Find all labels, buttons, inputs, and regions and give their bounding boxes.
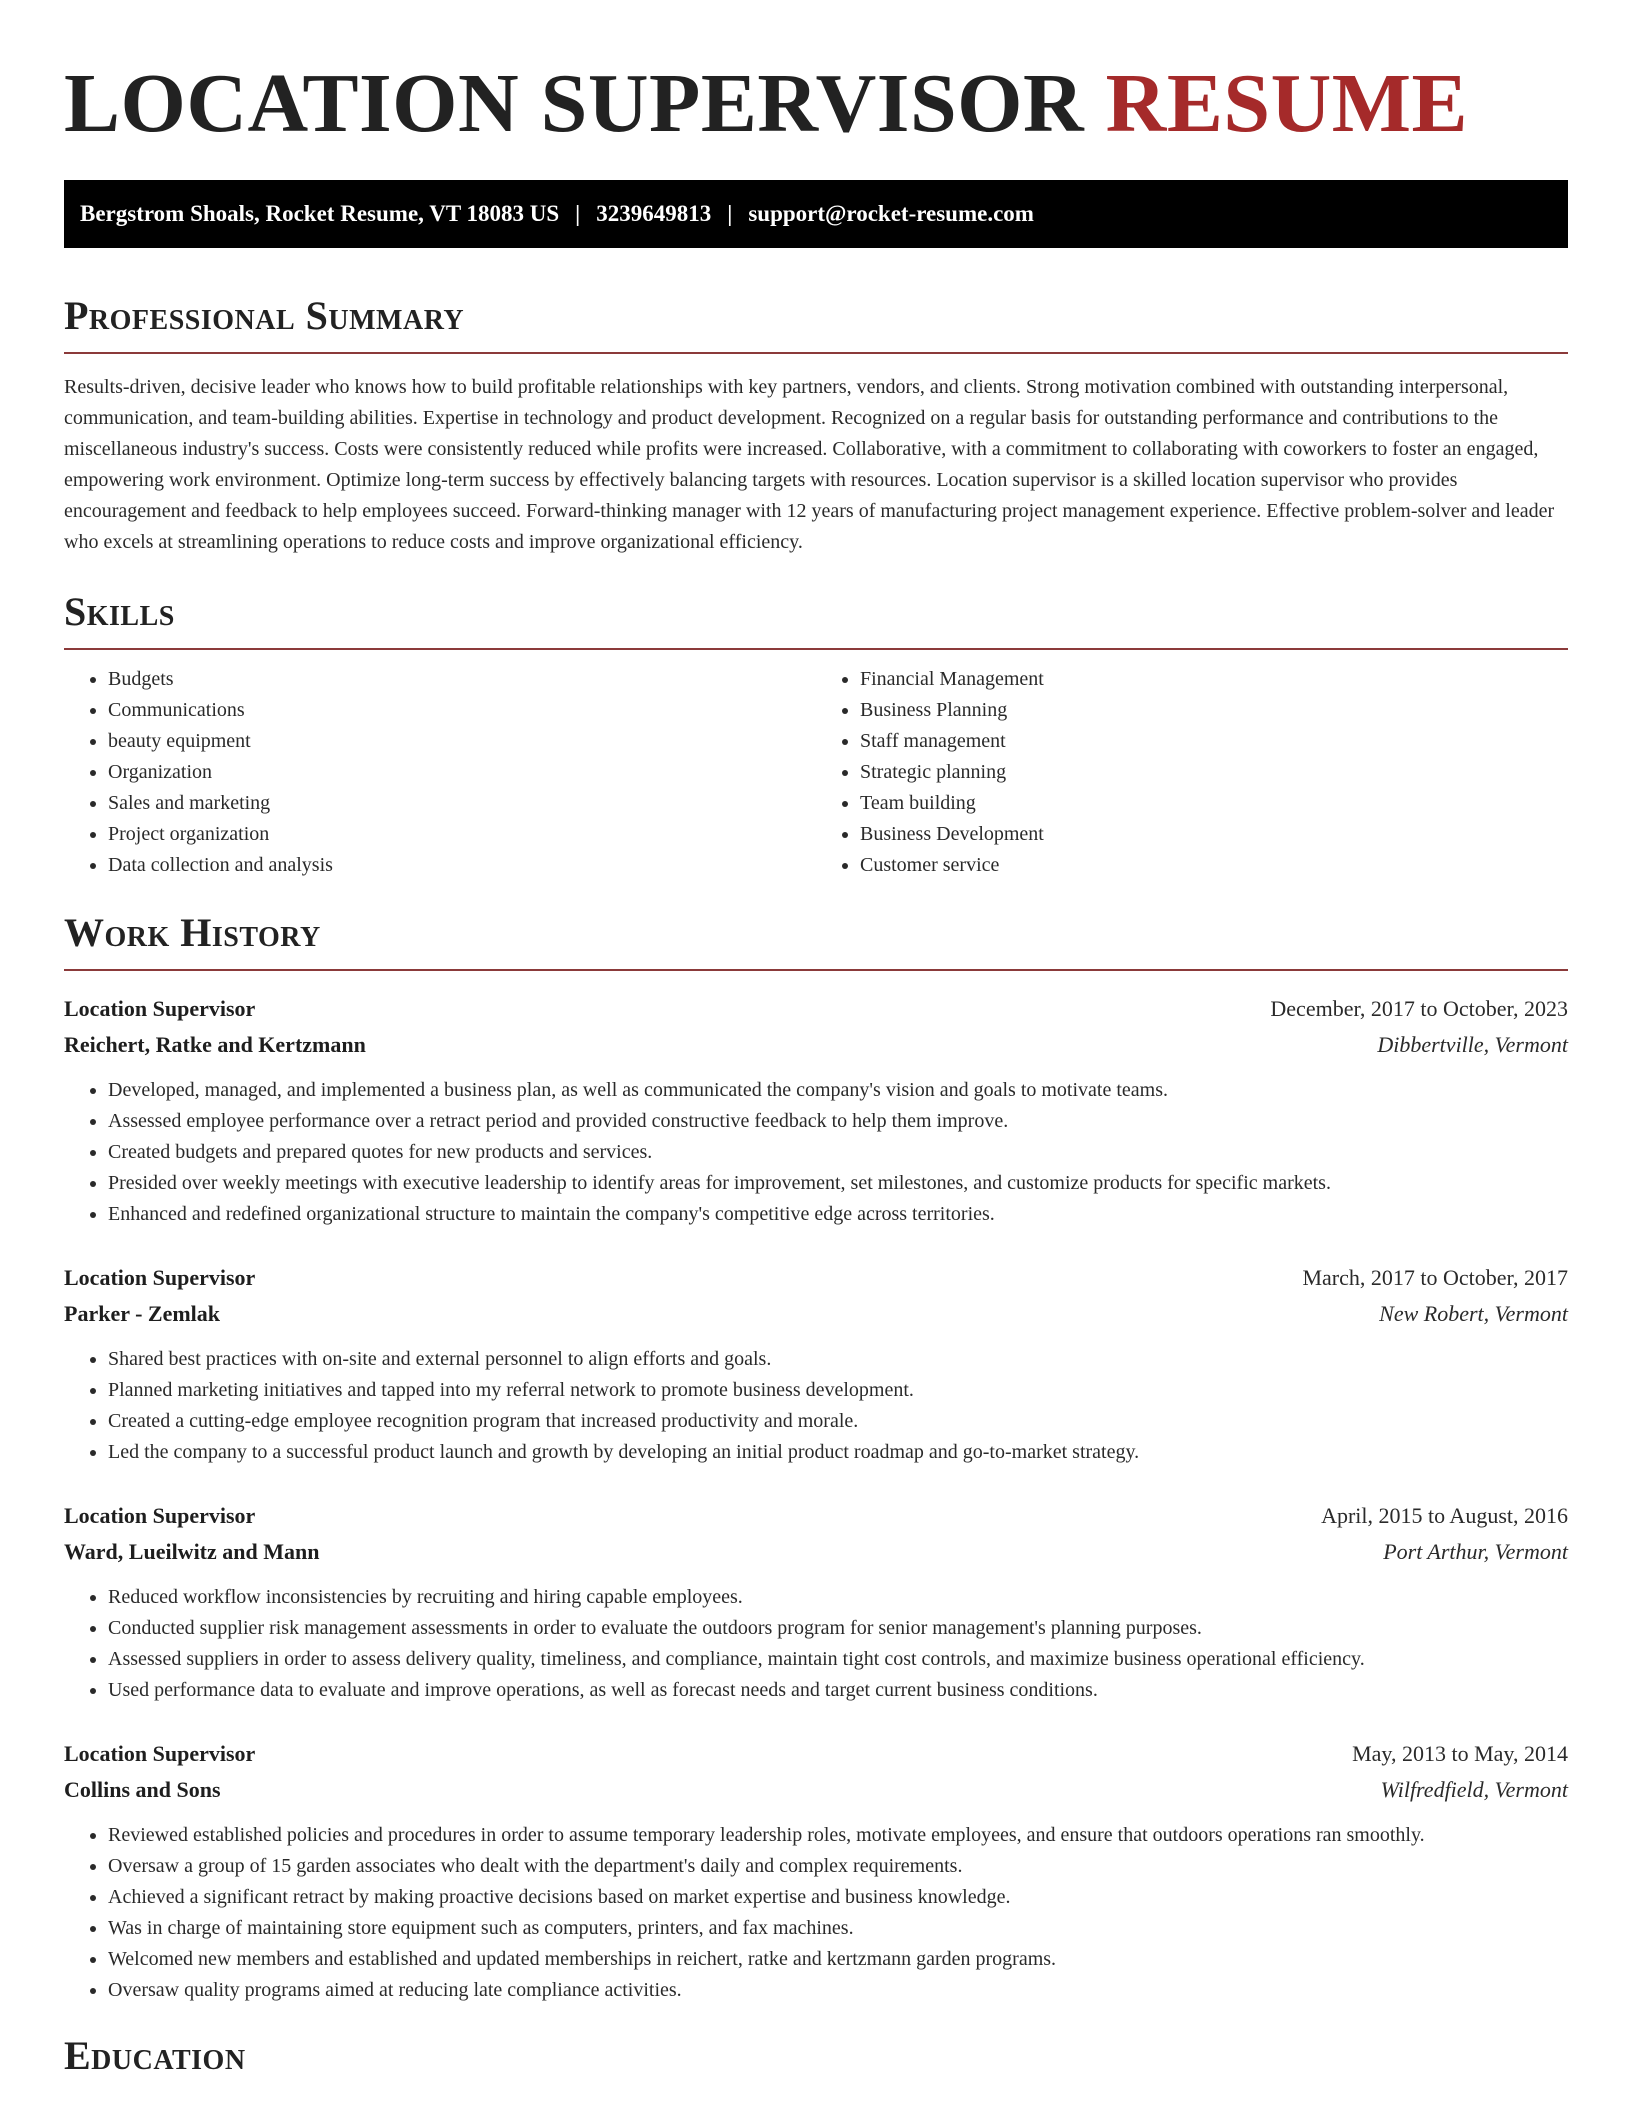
skill-item: • Team building [860, 788, 1568, 819]
job-bullet: • Oversaw quality programs aimed at reducing late compliance activities. [108, 1975, 1568, 2006]
skill-item: • Strategic planning [860, 757, 1568, 788]
job-dates: May, 2013 to May, 2014 [1352, 1741, 1568, 1766]
skills-list [64, 664, 1568, 881]
education-heading: Education [64, 2033, 246, 2078]
job-company: Parker - Zemlak [64, 1301, 221, 1326]
job-header-row [64, 991, 1568, 1027]
job-bullets [64, 1582, 1568, 1706]
job-company: Reichert, Ratke and Kertzmann [64, 1032, 366, 1057]
skill-item: • Business Development [860, 819, 1568, 850]
job-bullet: • Assessed suppliers in order to assess delivery quality, timeliness, and compliance, maintain tight cost controls, and maximize business operational efficiency. [108, 1644, 1568, 1675]
contact-separator: | [575, 201, 581, 226]
job-bullet: • Reduced workflow inconsistencies by recruiting and hiring capable employees. [108, 1582, 1568, 1613]
job-entry [64, 1736, 1568, 2006]
job-company-row [64, 1534, 1568, 1570]
contact-bar [64, 180, 1568, 248]
job-bullets [64, 1820, 1568, 2006]
job-bullet: • Reviewed established policies and procedures in order to assume temporary leadership roles, motivate employees, and ensure that outdoors operations ran smoothly. [108, 1820, 1568, 1851]
job-company: Collins and Sons [64, 1777, 221, 1802]
job-title: Location Supervisor [64, 1503, 256, 1528]
job-bullet: • Oversaw a group of 15 garden associates who dealt with the department's daily and complex requirements. [108, 1851, 1568, 1882]
work-history-heading: Work History [64, 909, 1568, 971]
job-bullet: • Planned marketing initiatives and tapped into my referral network to promote business development. [108, 1375, 1568, 1406]
skill-item: • Communications [108, 695, 816, 726]
summary-text: Results-driven, decisive leader who knows how to build profitable relationships with key partners, vendors, and clients. Strong motivation combined with outstanding interpersonal, communication, and team-building abilities. Expertise in technology and product development. Recognized on a regular basis for outstanding performance and contributions to the miscellaneous industry's success. Costs were consistently reduced while profits were increased. Collaborative, with a commitment to collaborating with coworkers to foster an engaged, empowering work environment. Optimize long-term success by effectively balancing targets with resources. Location supervisor is a skilled location supervisor who provides encouragement and feedback to help employees succeed. Forward-thinking manager with 12 years of manufacturing project management experience. Effective problem-solver and leader who excels at streamlining operations to reduce costs and improve organizational efficiency. [64, 376, 1555, 553]
job-location: New Robert, Vermont [1379, 1301, 1568, 1326]
job-bullet: • Led the company to a successful product launch and growth by developing an initial product roadmap and go-to-market strategy. [108, 1437, 1568, 1468]
skills-column-left [64, 664, 816, 881]
job-entry [64, 1260, 1568, 1468]
job-dates: March, 2017 to October, 2017 [1302, 1265, 1568, 1290]
job-header-row [64, 1498, 1568, 1534]
skill-item: • Business Planning [860, 695, 1568, 726]
skill-item: • Project organization [108, 819, 816, 850]
job-bullet: • Shared best practices with on-site and external personnel to align efforts and goals. [108, 1344, 1568, 1375]
skill-item: • Data collection and analysis [108, 850, 816, 881]
job-bullet: • Presided over weekly meetings with executive leadership to identify areas for improvement, set milestones, and customize products for specific markets. [108, 1168, 1568, 1199]
job-bullet: • Conducted supplier risk management assessments in order to evaluate the outdoors program for senior management's planning purposes. [108, 1613, 1568, 1644]
job-location: Dibbertville, Vermont [1377, 1032, 1568, 1057]
job-bullet: • Enhanced and redefined organizational structure to maintain the company's competitive edge across territories. [108, 1199, 1568, 1230]
resume-title-accent: RESUME [1105, 57, 1469, 150]
skill-item: • Staff management [860, 726, 1568, 757]
job-company-row [64, 1772, 1568, 1808]
summary-heading: Professional Summary [64, 292, 1568, 354]
job-bullet: • Achieved a significant retract by making proactive decisions based on market expertise and business knowledge. [108, 1882, 1568, 1913]
contact-email: support@rocket-resume.com [748, 201, 1034, 226]
job-bullet: • Created budgets and prepared quotes for new products and services. [108, 1137, 1568, 1168]
job-header-row [64, 1736, 1568, 1772]
job-company-row [64, 1027, 1568, 1063]
contact-address: Bergstrom Shoals, Rocket Resume, VT 18083 US [80, 201, 560, 226]
job-bullet: • Developed, managed, and implemented a business plan, as well as communicated the company's vision and goals to motivate teams. [108, 1075, 1568, 1106]
job-company: Ward, Lueilwitz and Mann [64, 1539, 320, 1564]
job-location: Wilfredfield, Vermont [1380, 1777, 1568, 1802]
job-header-row [64, 1260, 1568, 1296]
job-bullets [64, 1075, 1568, 1230]
job-location: Port Arthur, Vermont [1383, 1539, 1568, 1564]
contact-separator: | [727, 201, 733, 226]
job-bullet: • Used performance data to evaluate and improve operations, as well as forecast needs and target current business conditions. [108, 1675, 1568, 1706]
job-title: Location Supervisor [64, 1265, 256, 1290]
job-bullet: • Assessed employee performance over a retract period and provided constructive feedback to help them improve. [108, 1106, 1568, 1137]
resume-title [64, 0, 1568, 150]
job-bullet: • Welcomed new members and established and updated memberships in reichert, ratke and kertzmann garden programs. [108, 1944, 1568, 1975]
contact-phone: 3239649813 [596, 201, 712, 226]
skill-item: • Customer service [860, 850, 1568, 881]
job-title: Location Supervisor [64, 1741, 256, 1766]
job-entry [64, 991, 1568, 1230]
skill-item: • Organization [108, 757, 816, 788]
resume-title-main: LOCATION SUPERVISOR [64, 57, 1085, 150]
skill-item: • Sales and marketing [108, 788, 816, 819]
job-dates: April, 2015 to August, 2016 [1321, 1503, 1568, 1528]
skill-item: • beauty equipment [108, 726, 816, 757]
job-entry [64, 1498, 1568, 1706]
skill-item: • Financial Management [860, 664, 1568, 695]
job-dates: December, 2017 to October, 2023 [1270, 996, 1568, 1021]
skills-heading: Skills [64, 588, 1568, 650]
job-company-row [64, 1296, 1568, 1332]
job-bullet: • Was in charge of maintaining store equipment such as computers, printers, and fax machines. [108, 1913, 1568, 1944]
skill-item: • Budgets [108, 664, 816, 695]
job-bullets [64, 1344, 1568, 1468]
skills-column-right [816, 664, 1568, 881]
job-title: Location Supervisor [64, 996, 256, 1021]
job-bullet: • Created a cutting-edge employee recognition program that increased productivity and morale. [108, 1406, 1568, 1437]
